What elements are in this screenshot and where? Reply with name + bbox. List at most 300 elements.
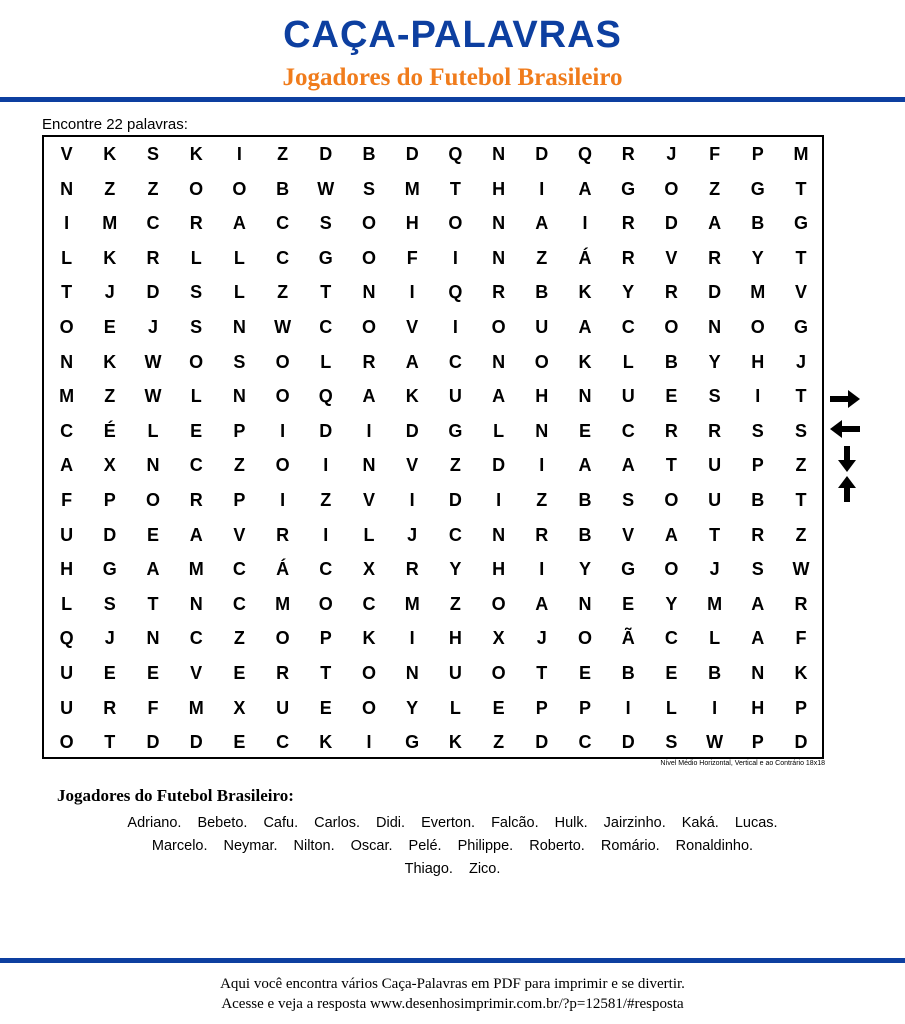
grid-cell: Z: [104, 178, 116, 199]
grid-cell: R: [794, 593, 808, 614]
grid-cell: R: [708, 247, 722, 268]
grid-cell: N: [492, 213, 506, 234]
grid-cell: E: [492, 697, 505, 718]
grid-cell: O: [491, 317, 506, 337]
grid-cell: B: [751, 490, 765, 510]
grid-cell: G: [621, 178, 636, 199]
grid-cell: N: [232, 317, 246, 337]
grid-cell: E: [103, 663, 116, 683]
grid-cell: S: [665, 732, 678, 753]
grid-cell: P: [794, 697, 807, 718]
grid-cell: I: [280, 420, 286, 441]
grid-cell: N: [60, 351, 74, 372]
grid-cell: C: [60, 420, 74, 441]
grid-cell: O: [491, 663, 506, 683]
grid-cell: Z: [104, 386, 116, 407]
word-item: Ronaldinho.: [675, 838, 754, 854]
grid-cell: E: [146, 663, 159, 683]
grid-cell: L: [233, 282, 245, 303]
grid-cell: O: [275, 455, 290, 476]
word-item: Neymar.: [223, 838, 278, 854]
grid-cell: L: [190, 386, 202, 407]
grid-cell: C: [276, 213, 290, 234]
grid-row: [44, 656, 822, 691]
grid-row: [44, 414, 822, 449]
grid-cell: A: [146, 559, 160, 580]
page-subtitle: Jogadores do Futebol Brasileiro: [282, 64, 623, 91]
grid-cell: Z: [233, 455, 245, 476]
grid-cell: C: [578, 732, 592, 753]
grid-cell: Á: [578, 247, 592, 268]
word-item: Jairzinho.: [603, 815, 666, 831]
grid-row: [44, 275, 822, 310]
grid-cell: Z: [147, 178, 159, 199]
grid-cell: O: [664, 559, 679, 580]
word-item: Didi.: [376, 815, 406, 831]
grid-cell: B: [708, 663, 722, 683]
grid-cell: V: [406, 455, 419, 476]
level-note: Nível Médio Horizontal, Vertical e ao Contrário 18x18: [660, 760, 825, 767]
grid-cell: S: [146, 144, 159, 164]
grid-cell: Ã: [621, 628, 635, 649]
grid-row: [44, 518, 822, 553]
grid-cell: W: [144, 386, 162, 407]
grid-cell: N: [362, 282, 376, 303]
grid-cell: O: [361, 247, 376, 268]
grid-cell: O: [361, 317, 376, 337]
grid-cell: B: [578, 524, 592, 545]
grid-cell: S: [362, 178, 375, 199]
grid-cell: T: [104, 732, 116, 753]
word-item: Kaká.: [681, 815, 719, 831]
grid-cell: E: [319, 697, 332, 718]
grid-cell: Q: [577, 144, 592, 164]
grid-cell: R: [146, 247, 160, 268]
grid-row: [44, 345, 822, 380]
word-item: Adriano.: [127, 815, 182, 831]
grid-cell: N: [492, 351, 506, 372]
grid-cell: J: [795, 351, 806, 372]
grid-cell: E: [103, 317, 116, 337]
grid-cell: Q: [59, 628, 74, 649]
grid-cell: U: [708, 455, 722, 476]
grid-cell: M: [793, 144, 809, 164]
footer-line-1: Aqui você encontra vários Caça-Palavras em PDF para imprimir e se divertir.: [220, 976, 685, 992]
grid-cell: O: [664, 490, 679, 510]
grid-cell: D: [794, 732, 808, 753]
grid-cell: T: [147, 593, 159, 614]
grid-cell: G: [405, 732, 420, 753]
grid-cell: R: [708, 420, 722, 441]
grid-cell: J: [407, 524, 418, 545]
header-divider: [0, 97, 905, 102]
grid-cell: U: [448, 386, 462, 407]
grid-cell: A: [535, 213, 549, 234]
grid-cell: Z: [449, 455, 461, 476]
grid-cell: Y: [622, 282, 635, 303]
grid-cell: G: [621, 559, 636, 580]
grid-cell: A: [492, 386, 506, 407]
grid-cell: N: [60, 178, 74, 199]
grid-cell: A: [405, 351, 419, 372]
grid-cell: M: [404, 178, 420, 199]
grid-cell: G: [793, 317, 808, 337]
grid-cell: L: [147, 420, 159, 441]
grid-cell: R: [492, 282, 506, 303]
grid-cell: Z: [277, 282, 289, 303]
grid-row: [44, 587, 822, 622]
grid-cell: N: [405, 663, 419, 683]
grid-cell: M: [404, 593, 420, 614]
grid-cell: F: [795, 628, 807, 649]
grid-cell: R: [189, 213, 203, 234]
grid-cell: F: [406, 247, 418, 268]
grid-cell: B: [535, 282, 549, 303]
grid-cell: T: [795, 247, 807, 268]
grid-cell: U: [60, 524, 74, 545]
grid-cell: D: [535, 144, 549, 164]
word-item: Philippe.: [457, 838, 514, 854]
grid-cell: Á: [276, 559, 290, 580]
grid-cell: N: [146, 455, 160, 476]
footer-line-2: Acesse e veja a resposta www.desenhosimprimir.com.br/?p=12581/#resposta: [221, 996, 684, 1012]
grid-cell: C: [232, 559, 246, 580]
grid-cell: D: [448, 490, 462, 510]
grid-cell: D: [621, 732, 635, 753]
grid-cell: X: [492, 628, 505, 649]
grid-cell: Z: [709, 178, 721, 199]
grid-cell: H: [405, 213, 419, 234]
grid-cell: G: [318, 247, 333, 268]
grid-cell: I: [452, 317, 458, 337]
grid-cell: Q: [448, 282, 463, 303]
grid-cell: D: [103, 524, 117, 545]
grid-cell: U: [535, 317, 549, 337]
grid-cell: J: [104, 282, 115, 303]
word-item: Romário.: [600, 838, 660, 854]
word-item: Lucas.: [734, 815, 778, 831]
grid-cell: J: [104, 628, 115, 649]
grid-cell: I: [366, 732, 372, 753]
grid-cell: I: [280, 490, 286, 510]
grid-cell: V: [233, 524, 246, 545]
grid-cell: X: [103, 455, 116, 476]
grid-cell: Y: [665, 593, 678, 614]
grid-cell: P: [535, 697, 548, 718]
grid-cell: D: [405, 144, 419, 164]
footer-divider: [0, 958, 905, 963]
grid-cell: C: [189, 455, 203, 476]
grid-cell: G: [793, 213, 808, 234]
grid-cell: O: [275, 351, 290, 372]
grid-cell: D: [146, 732, 160, 753]
grid-cell: C: [146, 213, 160, 234]
grid-cell: Z: [320, 490, 332, 510]
grid-cell: I: [409, 628, 415, 649]
grid-cell: I: [539, 559, 545, 580]
grid-cell: A: [708, 213, 722, 234]
grid-cell: O: [361, 663, 376, 683]
grid-cell: L: [665, 697, 677, 718]
grid-cell: T: [665, 455, 677, 476]
grid-cell: R: [621, 213, 635, 234]
grid-cell: I: [409, 282, 415, 303]
grid-cell: P: [233, 490, 246, 510]
grid-cell: N: [492, 524, 506, 545]
grid-cell: I: [452, 247, 458, 268]
grid-cell: A: [362, 386, 376, 407]
grid-cell: T: [795, 386, 807, 407]
grid-cell: A: [189, 524, 203, 545]
grid-row: [44, 241, 822, 276]
grid-cell: D: [319, 144, 333, 164]
grid-cell: Z: [795, 524, 807, 545]
grid-cell: L: [493, 420, 505, 441]
grid-cell: N: [189, 593, 203, 614]
word-search-grid: [42, 135, 824, 759]
grid-cell: P: [751, 144, 764, 164]
grid-row: [44, 310, 822, 345]
grid-cell: O: [275, 628, 290, 649]
grid-cell: I: [625, 697, 631, 718]
word-item: Falcão.: [491, 815, 539, 831]
grid-cell: S: [622, 490, 635, 510]
grid-cell: Z: [277, 144, 289, 164]
grid-cell: S: [751, 420, 764, 441]
grid-cell: O: [145, 490, 160, 510]
grid-cell: C: [189, 628, 203, 649]
grid-cell: H: [448, 628, 462, 649]
grid-cell: G: [750, 178, 765, 199]
grid-cell: U: [621, 386, 635, 407]
grid-cell: R: [535, 524, 549, 545]
grid-cell: C: [621, 420, 635, 441]
grid-cell: W: [792, 559, 810, 580]
grid-cell: A: [751, 593, 765, 614]
grid-cell: N: [492, 247, 506, 268]
grid-cell: V: [622, 524, 635, 545]
grid-cell: X: [362, 559, 375, 580]
grid-cell: N: [492, 144, 506, 164]
grid-cell: I: [539, 178, 545, 199]
grid-cell: O: [189, 178, 204, 199]
grid-cell: A: [751, 628, 765, 649]
grid-cell: S: [190, 282, 203, 303]
word-item: Cafu.: [263, 815, 299, 831]
grid-cell: S: [190, 317, 203, 337]
word-item: Roberto.: [529, 838, 585, 854]
grid-cell: P: [319, 628, 332, 649]
grid-cell: L: [320, 351, 332, 372]
grid-cell: Z: [795, 455, 807, 476]
grid-cell: O: [448, 213, 463, 234]
arrow-down-icon: [836, 446, 858, 474]
grid-cell: V: [794, 282, 807, 303]
grid-cell: O: [232, 178, 247, 199]
grid-cell: S: [751, 559, 764, 580]
grid-cell: K: [578, 351, 592, 372]
grid-cell: D: [708, 282, 722, 303]
grid-cell: S: [708, 386, 721, 407]
grid-cell: K: [448, 732, 462, 753]
grid-cell: H: [751, 351, 765, 372]
grid-cell: D: [189, 732, 203, 753]
grid-cell: E: [233, 663, 246, 683]
grid-cell: F: [709, 144, 721, 164]
grid-cell: V: [362, 490, 375, 510]
grid-cell: S: [319, 213, 332, 234]
grid-cell: J: [709, 559, 720, 580]
arrow-right-icon: [828, 388, 862, 410]
grid-cell: I: [366, 420, 372, 441]
grid-cell: L: [190, 247, 202, 268]
grid-cell: A: [621, 455, 635, 476]
grid-row: [44, 552, 822, 587]
grid-cell: L: [61, 593, 73, 614]
grid-cell: P: [751, 455, 764, 476]
grid-cell: I: [323, 455, 329, 476]
grid-cell: R: [621, 144, 635, 164]
grid-cell: A: [578, 317, 592, 337]
grid-cell: H: [535, 386, 549, 407]
arrow-up-icon: [836, 474, 858, 502]
grid-cell: M: [188, 559, 204, 580]
grid-cell: A: [232, 213, 246, 234]
grid-cell: O: [577, 628, 592, 649]
grid-cell: R: [664, 282, 678, 303]
grid-cell: U: [276, 697, 290, 718]
grid-cell: V: [190, 663, 203, 683]
grid-cell: T: [61, 282, 73, 303]
grid-cell: L: [709, 628, 721, 649]
word-item: Thiago.: [404, 861, 453, 877]
grid-cell: C: [232, 593, 246, 614]
grid-cell: Z: [536, 490, 548, 510]
grid-cell: C: [448, 351, 462, 372]
word-item: Everton.: [421, 815, 476, 831]
grid-row: [44, 483, 822, 518]
grid-cell: M: [275, 593, 291, 614]
grid-cell: R: [276, 524, 290, 545]
grid-cell: T: [449, 178, 461, 199]
grid-cell: A: [578, 178, 592, 199]
grid-cell: V: [665, 247, 678, 268]
grid-cell: O: [318, 593, 333, 614]
instructions: Encontre 22 palavras:: [42, 116, 188, 133]
grid-cell: I: [712, 697, 718, 718]
grid-cell: T: [536, 663, 548, 683]
grid-cell: N: [362, 455, 376, 476]
grid-cell: U: [448, 663, 462, 683]
grid-cell: P: [751, 732, 764, 753]
grid-cell: O: [664, 178, 679, 199]
grid-cell: O: [59, 732, 74, 753]
grid-cell: J: [147, 317, 158, 337]
grid-cell: B: [751, 213, 765, 234]
grid-cell: E: [190, 420, 203, 441]
grid-cell: K: [103, 351, 117, 372]
grid-cell: A: [664, 524, 678, 545]
grid-cell: B: [578, 490, 592, 510]
grid-cell: E: [578, 420, 591, 441]
word-item: Hulk.: [554, 815, 588, 831]
word-item: Oscar.: [350, 838, 393, 854]
word-list-title: Jogadores do Futebol Brasileiro:: [57, 786, 294, 805]
grid-cell: N: [751, 663, 765, 683]
grid-cell: P: [103, 490, 116, 510]
grid-cell: Q: [318, 386, 333, 407]
grid-cell: B: [664, 351, 678, 372]
grid-cell: T: [795, 178, 807, 199]
grid-cell: A: [535, 593, 549, 614]
grid-cell: S: [103, 593, 116, 614]
grid-cell: C: [319, 559, 333, 580]
grid-row: [44, 691, 822, 726]
grid-cell: C: [664, 628, 678, 649]
grid-cell: F: [147, 697, 159, 718]
grid-cell: O: [189, 351, 204, 372]
grid-cell: N: [708, 317, 722, 337]
grid-cell: D: [146, 282, 160, 303]
grid-cell: L: [363, 524, 375, 545]
grid-cell: S: [233, 351, 246, 372]
grid-cell: U: [60, 697, 74, 718]
grid-cell: O: [361, 697, 376, 718]
grid-row: [44, 448, 822, 483]
word-item: Bebeto.: [197, 815, 248, 831]
grid-cell: H: [492, 178, 506, 199]
grid-cell: M: [188, 697, 204, 718]
grid-cell: Q: [448, 144, 463, 164]
grid-cell: K: [578, 282, 592, 303]
grid-cell: W: [317, 178, 335, 199]
grid-cell: E: [665, 386, 678, 407]
word-item: Carlos.: [314, 815, 361, 831]
word-item: Zico.: [468, 861, 501, 877]
grid-cell: O: [664, 317, 679, 337]
grid-cell: I: [236, 144, 242, 164]
grid-cell: O: [275, 386, 290, 407]
grid-cell: Z: [233, 628, 245, 649]
word-item: Nilton.: [293, 838, 335, 854]
grid-cell: C: [448, 524, 462, 545]
grid-cell: H: [60, 559, 74, 580]
grid-cell: É: [103, 420, 116, 441]
grid-cell: I: [539, 455, 545, 476]
grid-cell: N: [232, 386, 246, 407]
grid-cell: C: [319, 317, 333, 337]
grid-cell: C: [621, 317, 635, 337]
grid-cell: T: [320, 282, 332, 303]
grid-row: [44, 725, 822, 760]
grid-cell: I: [582, 213, 588, 234]
grid-cell: P: [233, 420, 246, 441]
grid-cell: C: [362, 593, 376, 614]
word-item: Pelé.: [408, 838, 442, 854]
grid-cell: T: [795, 490, 807, 510]
grid-cell: I: [755, 386, 761, 407]
grid-cell: R: [751, 524, 765, 545]
grid-cell: J: [536, 628, 547, 649]
grid-cell: J: [666, 144, 677, 164]
grid-cell: P: [578, 697, 591, 718]
grid-row: [44, 379, 822, 414]
grid-cell: D: [664, 213, 678, 234]
grid-cell: R: [664, 420, 678, 441]
word-list: [30, 812, 875, 881]
grid-row: [44, 137, 822, 172]
grid-cell: N: [578, 593, 592, 614]
